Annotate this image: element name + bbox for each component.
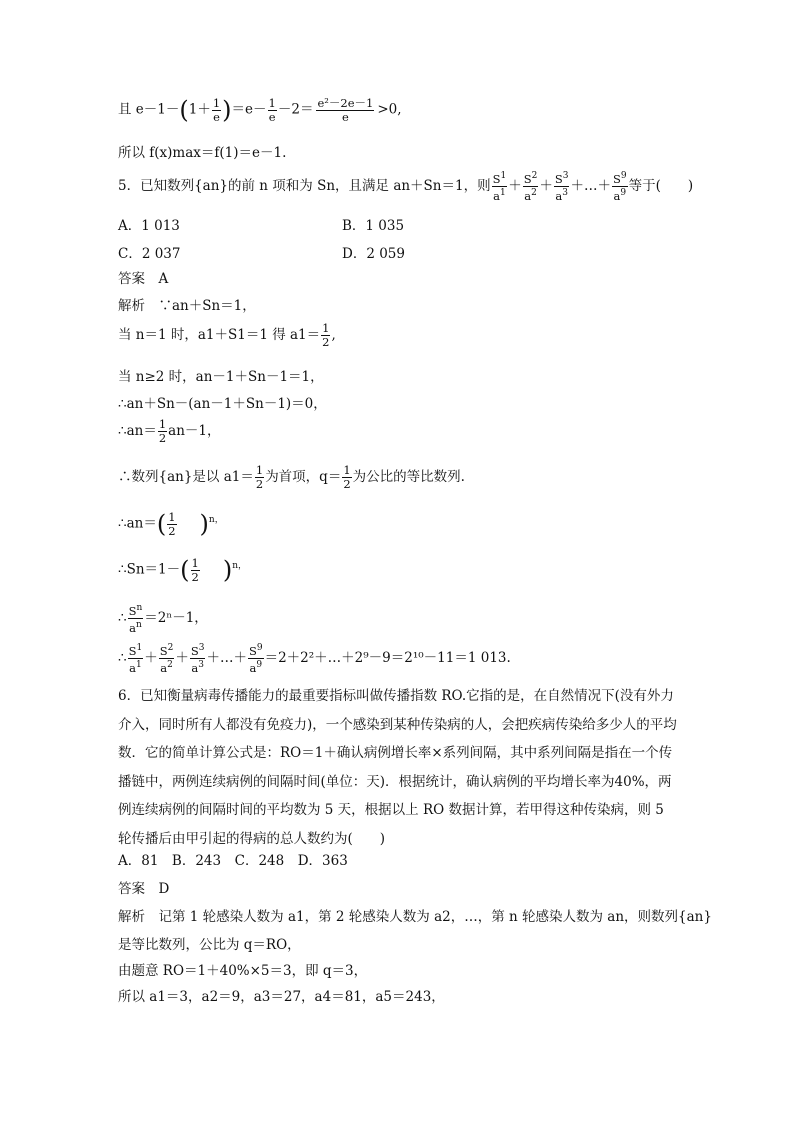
text-segment: ＝e－ [231,101,267,118]
answer-5: 答案 A [118,271,169,287]
text-segment: 为首项，q＝ [265,469,342,485]
solution-6-step-3: 由题意 RO＝1＋40%×5＝3，即 q＝3， [118,963,368,979]
solution-5-step-8: ∴Sn＝1－( $\frac{1}{2}$ )$^{n,}$ [118,555,247,584]
option-a: A．1 013 [118,218,180,234]
text-segment: ＝2ⁿ－1， [144,609,208,626]
solution-5-step-7: ∴an＝( $\frac{1}{2}$ )$^{n,}$ [118,509,224,538]
solution-5-step-1: 解析 ∵an＋Sn＝1， [118,298,256,314]
question-6-options: A．81 B．243 C．248 D．363 [118,853,348,869]
text-segment: an－1， [168,423,221,439]
solution-6-step-2: 是等比数列，公比为 q＝RO， [118,937,301,953]
solution-5-step-3: 当 n≥2 时，an－1＋Sn－1＝1， [118,369,324,385]
text-segment: 1＋ [188,101,211,118]
solution-5-step-6: ∴数列{an}是以 a1＝ $\frac{1}{2}$ 为首项，q＝ $\frac{1}{2}$ 为公比的等比数列. [118,463,465,491]
text-segment: ∴an＝ [118,515,157,532]
solution-5-step-9: ∴ $\frac{S^n}{a^n}$ ＝2ⁿ－1， [118,603,208,635]
option-d: D．2 059 [342,246,405,262]
fraction-denominator: e [316,110,374,124]
solution-5-step-4: ∴an＋Sn－(an－1＋Sn－1)＝0， [118,396,327,412]
inequality-line: 且 e－1－(1＋ $\frac{1}{e}$ )＝e－ $\frac{1}{e}$ －2＝ $\frac{\text{e²－2e－1}}{e}$ >0, [118,95,402,124]
option-b: B．1 035 [342,218,405,234]
text-segment: ∴Sn＝1－ [118,561,181,578]
text-segment: －2＝ [277,101,314,118]
solution-5-step-10: ∴ $\frac{S^1}{a^1}$ ＋ $\frac{S^2}{a^2}$ ＋ $\frac{S^3}{a^3}$ ＋…＋ $\frac{S^9}{a^9}$ ＝2＋2²＋…＋2⁹－9＝2¹⁰－11＝1 013. [118,643,511,675]
question-text: 5．已知数列{an}的前 n 项和为 Sn，且满足 an＋Sn＝1，则 [118,177,491,194]
text-segment: >0, [377,101,402,118]
text-segment: , [331,327,336,343]
max-value-line: 所以 f(x)max＝f(1)＝e－1. [118,145,287,161]
solution-5-step-5: ∴an＝ $\frac{1}{2}$ an－1， [118,417,221,445]
text-segment: n， [208,515,224,525]
question-5-stem: 5．已知数列{an}的前 n 项和为 Sn，且满足 an＋Sn＝1，则 $\frac{S^1}{a^1}$ ＋ $\frac{S^2}{a^2}$ ＋ $\frac{S^3}{a^3}$ ＋…＋ $\frac{S^9}{a^9}$ 等于( ) [118,171,694,203]
question-tail: 等于( ) [628,177,694,194]
answer-6: 答案 D [118,881,170,897]
text-segment: ＝2＋2²＋…＋2⁹－9＝2¹⁰－11＝1 013. [264,649,511,666]
text-segment: ∴an＝ [118,423,157,439]
solution-5-step-2: 当 n＝1 时，a1＋S1＝1 得 a1＝ $\frac{1}{2}$ , [118,321,336,349]
solution-6-step-1: 解析 记第 1 轮感染人数为 a1，第 2 轮感染人数为 a2，…，第 n 轮感染人数为 an，则数列{an} [118,909,712,925]
question-6-stem: 6．已知衡量病毒传播能力的最重要指标叫做传播指数 RO.它指的是，在自然情况下(没有外力介入，同时所有人都没有免疫力)，一个感染到某种传染病的人，会把疾病传染给多少人的平均数．它的简单计算公式是：RO＝1＋确认病例增长率×系列间隔，其中系列间隔是指在一个传播链中，两例连续病例的间隔时间(单位：天)．根据统计，确认病例的平均增长率为40%，两例连续病例的间隔时间的平均数为 5 天，根据以上 RO 数据计算，若甲得这种传染病，则 5 轮传播后由甲引起的得病的总人数约为( ) [118,688,677,847]
text-segment: ∴数列{an}是以 a1＝ [118,469,254,485]
text-segment: 当 n＝1 时，a1＋S1＝1 得 a1＝ [118,327,321,343]
text-segment: 且 e－1－ [118,101,180,118]
text-segment: 为公比的等比数列. [352,469,465,485]
fraction-numerator: e²－2e－1 [317,95,374,110]
option-c: C．2 037 [118,246,181,262]
text-segment: n， [232,561,247,571]
solution-6-step-4: 所以 a1＝3，a2＝9，a3＝27，a4＝81，a5＝243， [118,989,445,1005]
